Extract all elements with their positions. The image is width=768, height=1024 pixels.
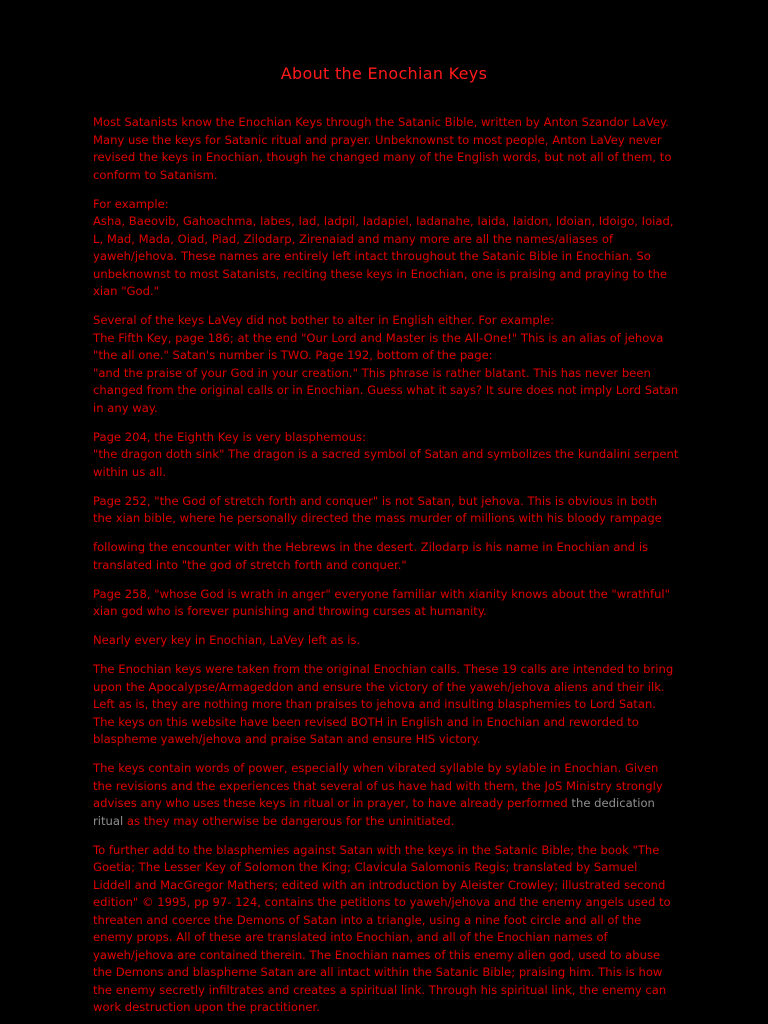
- paragraph-unaltered-keys: [93, 312, 679, 417]
- paragraph-text: Asha, Baeovib, Gahoachma, Iabes, Iad, Iadpil, Iadapiel, Iadanahe, Iaida, Iaidon, Idoian, Idoigo, Ioiad, L, Mad, Mada, Oiad, Piad, Zilodarp, Zirenaiad and many more are all the names/aliases of yaweh/jehova. These names are entirely left intact throughout the Satanic Bible in Enochian. So unbeknownst to most Satanists, reciting these keys in Enochian, one is praising and praying to the xian "God.": [93, 214, 674, 298]
- article-body: [93, 114, 679, 1024]
- paragraph-intro: Most Satanists know the Enochian Keys through the Satanic Bible, written by Anton Szandor LaVey. Many use the keys for Satanic ritual and prayer. Unbeknownst to most people, Anton LaVey never revised the keys in Enochian, though he changed many of the English words, but not all of them, to conform to Satanism.: [93, 115, 672, 182]
- paragraph-enochian-calls: The Enochian keys were taken from the original Enochian calls. These 19 calls are intended to bring upon the Apocalypse/Armageddon and ensure the victory of the yaweh/jehova aliens and their ilk. Left as is, they are nothing more than praises to jehova and insulting blasphemies to Lord Satan. The keys on this website have been revised BOTH in English and in Enochian and reworded to blaspheme yaweh/jehova and praise Satan and ensure HIS victory.: [93, 662, 674, 746]
- paragraph-eighth-key: [93, 429, 679, 482]
- paragraph-lead: Page 204, the Eighth Key is very blasphemous:: [93, 429, 367, 444]
- paragraph-page-252: Page 252, "the God of stretch forth and conquer" is not Satan, but jehova. This is obvious in both the xian bible, where he personally directed the mass murder of millions with his bloody rampage: [93, 493, 662, 525]
- dedication-ritual-link[interactable]: the dedication ritual: [93, 796, 655, 828]
- paragraph-lead: Several of the keys LaVey did not bother to alter in English either. For example:: [93, 313, 555, 327]
- paragraph-page-258: Page 258, "whose God is wrath in anger" everyone familiar with xianity knows about the "wrathful" xian god who is forever punishing and throwing curses at humanity.: [93, 586, 670, 618]
- page-title: About the Enochian Keys: [280, 64, 488, 83]
- paragraph-left-as-is: Nearly every key in Enochian, LaVey left as is.: [93, 633, 361, 647]
- paragraph-words-of-power: [93, 760, 679, 830]
- paragraph-lead: For example:: [93, 196, 169, 211]
- paragraph-text: The Fifth Key, page 186; at the end "Our Lord and Master is the All-One!" This is an alias of jehova "the all one." Satan's number is TWO. Page 192, bottom of the page:: [93, 330, 664, 362]
- paragraph-text: as they may otherwise be dangerous for the uninitiated.: [126, 813, 455, 828]
- paragraph-names-example: [93, 196, 679, 301]
- paragraph-text: "and the praise of your God in your creation." This phrase is rather blatant. This has never been changed from the original calls or in Enochian. Guess what it says? It sure does not imply Lord Satan in any way.: [93, 365, 679, 415]
- paragraph-goetia: To further add to the blasphemies against Satan with the keys in the Satanic Bible; the book "The Goetia; The Lesser Key of Solomon the King; Clavicula Salomonis Regis; translated by Samuel Liddell and MacGregor Mathers; edited with an introduction by Aleister Crowley; illustrated second edition" © 1995, pp 97- 124, contains the petitions to yaweh/jehova and the enemy angels used to threaten and coerce the Demons of Satan into a triangle, using a nine foot circle and all of the enemy props. All of these are translated into Enochian, and all of the Enochian names of yaweh/jehova are contained therein. The Enochian names of this enemy alien god, used to abuse the Demons and blaspheme Satan are all intact within the Satanic Bible; praising him. This is how the enemy secretly infiltrates and creates a spiritual link. Through his spiritual link, the enemy can work destruction upon the practitioner.: [93, 842, 671, 1014]
- paragraph-text: "the dragon doth sink" The dragon is a sacred symbol of Satan and symbolizes the kundalini serpent within us all.: [93, 447, 679, 479]
- paragraph-zilodarp: following the encounter with the Hebrews in the desert. Zilodarp is his name in Enochian and is translated into "the god of stretch forth and conquer.": [93, 540, 649, 572]
- paragraph-text: The keys contain words of power, especially when vibrated syllable by sylable in Enochian. Given the revisions and the experiences that several of us have had with them, the JoS Ministry strongly advises any who uses these keys in ritual or in prayer, to have already performed: [93, 761, 663, 810]
